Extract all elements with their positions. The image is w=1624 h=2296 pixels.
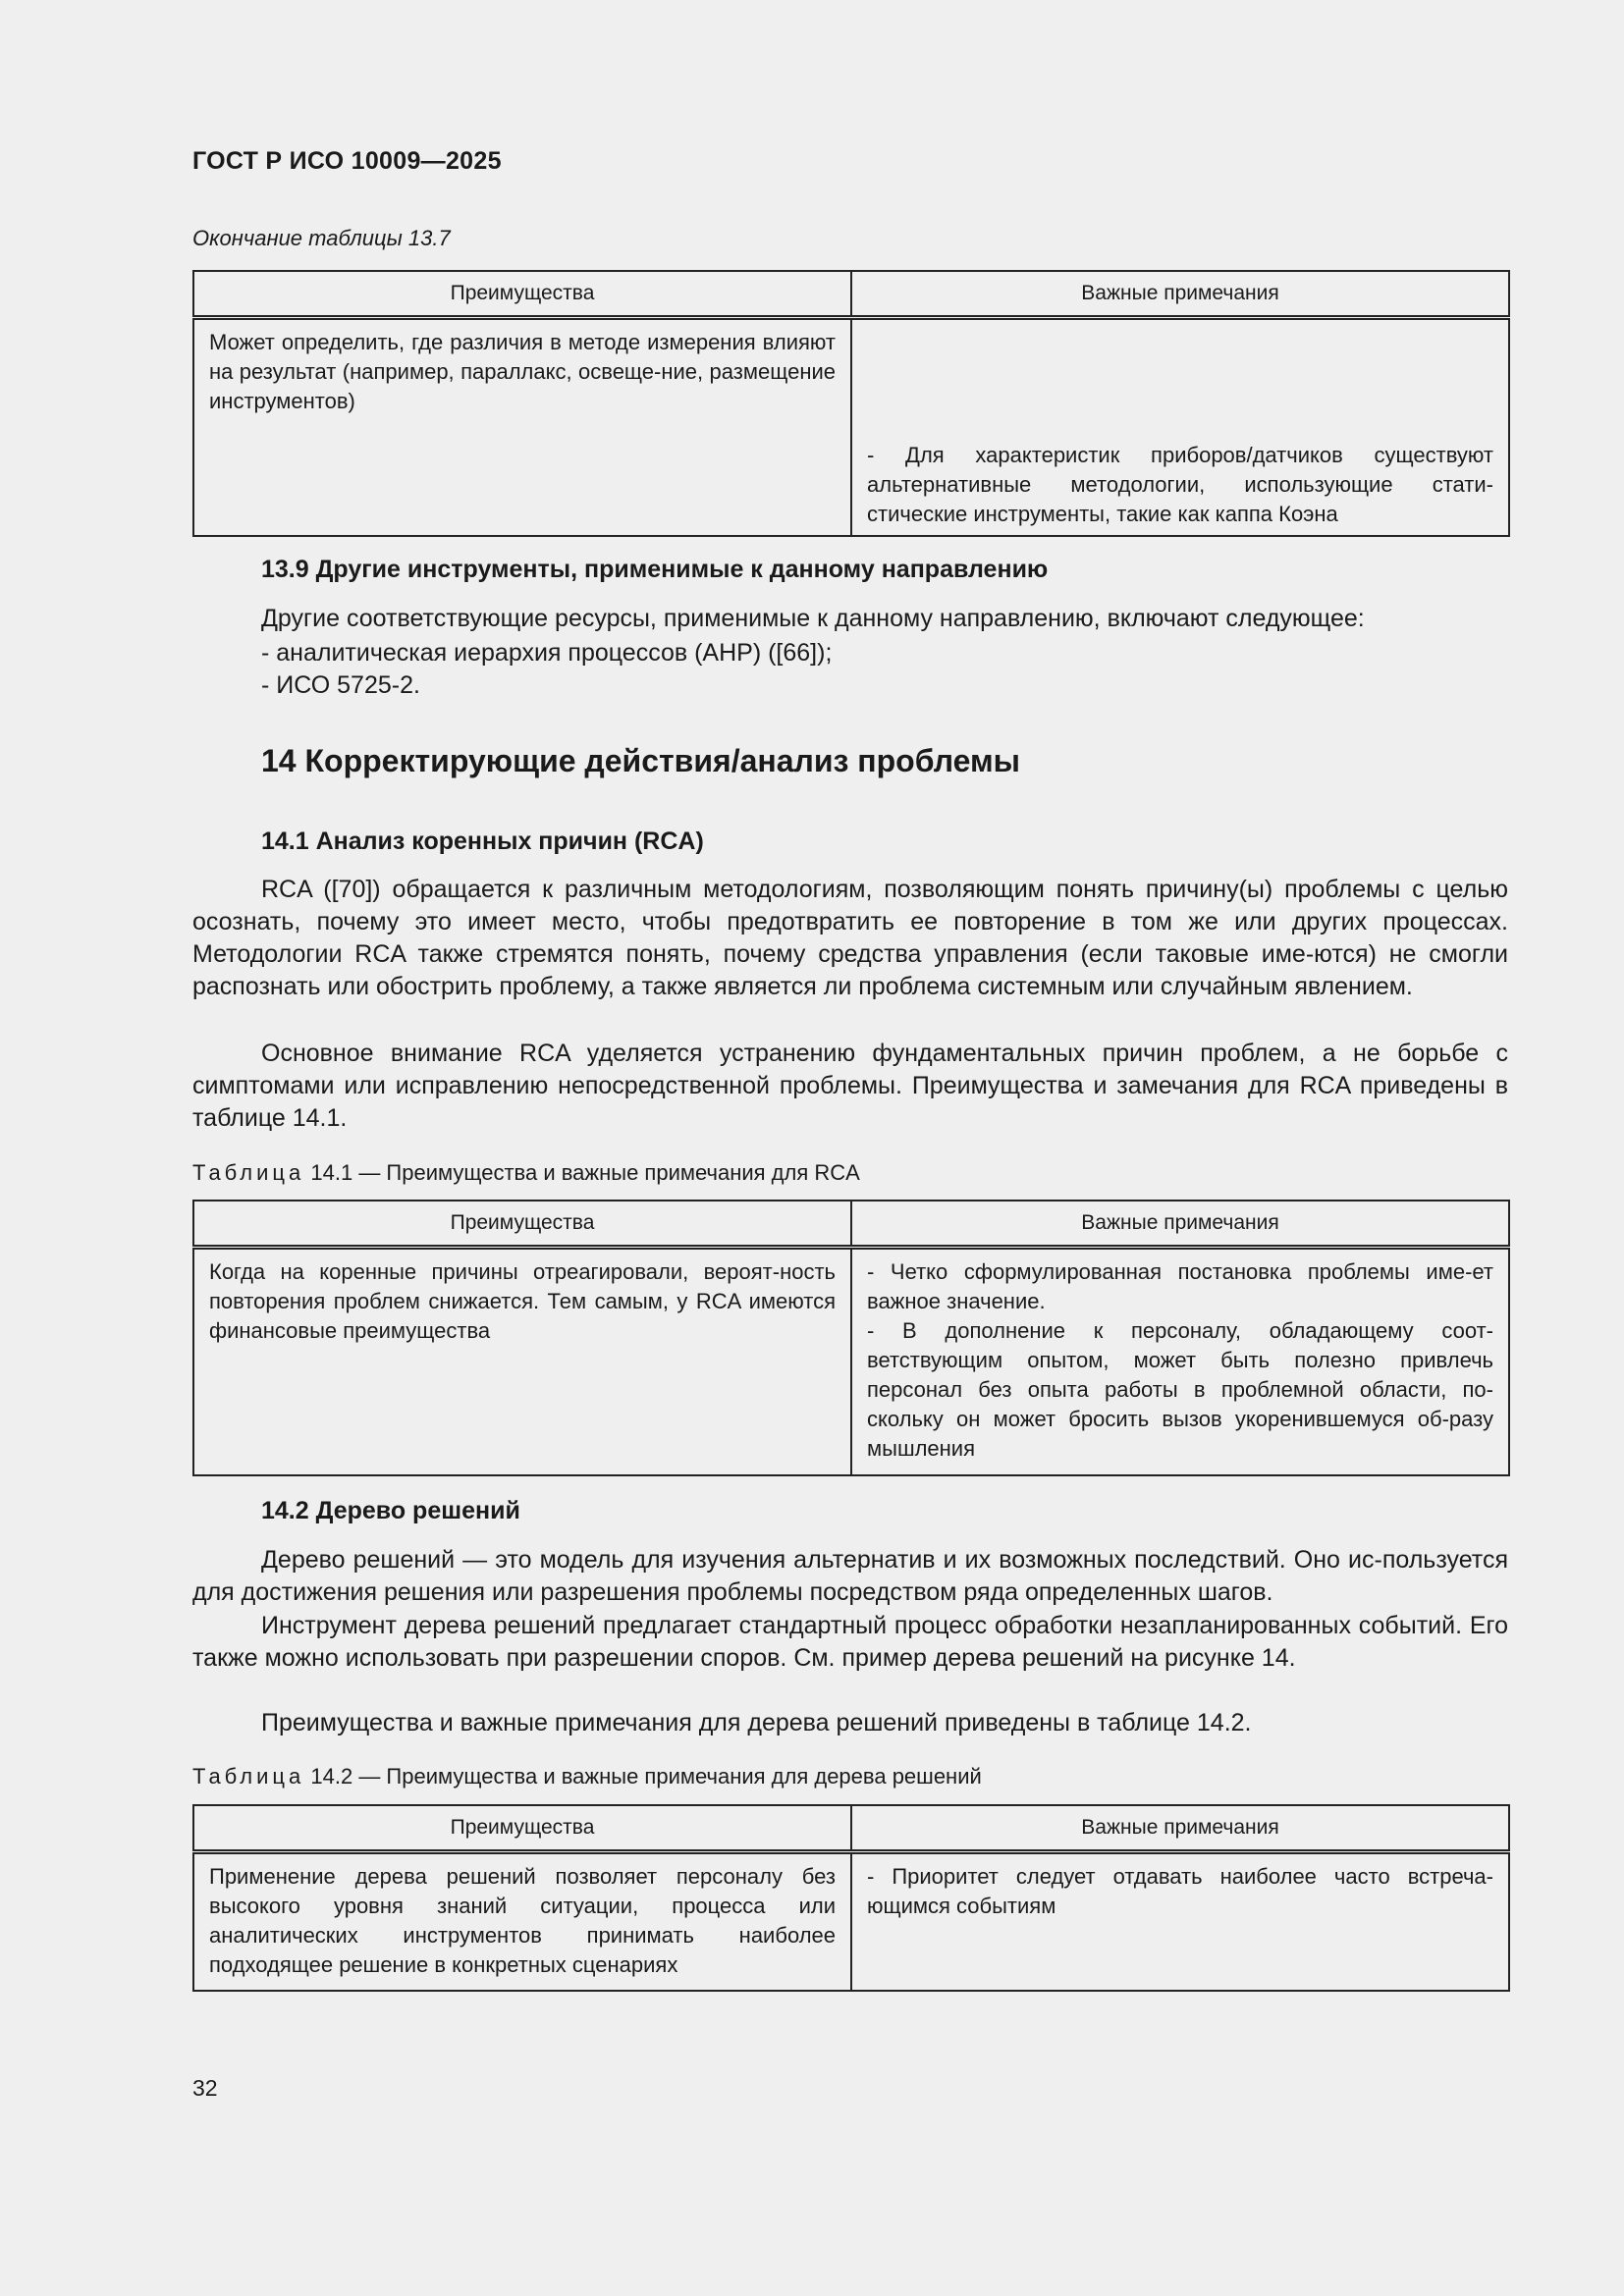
table-14-1-caption-label: Таблица xyxy=(192,1160,305,1185)
table-14-2-col-advantages: Преимущества xyxy=(193,1805,851,1852)
table-14-1-col-advantages: Преимущества xyxy=(193,1201,851,1248)
table-13-7-advantage-cell: Может определить, где различия в методе измерения влияют на результат (например, параллакс, освеще-ние, размещение инструментов) xyxy=(193,318,851,536)
table-14-2-col-notes: Важные примечания xyxy=(851,1805,1509,1852)
table-14-2 xyxy=(192,1804,1510,1992)
table-13-7-col-advantages: Преимущества xyxy=(193,271,851,318)
table-14-1-note-1: - Четко сформулированная постановка проблемы име-ет важное значение. xyxy=(867,1259,1493,1313)
table-14-2-caption xyxy=(192,1764,982,1789)
table-14-1-note-cell xyxy=(851,1248,1509,1475)
section-14-2-paragraph-1: Дерево решений — это модель для изучения альтернатив и их возможных последствий. Оно ис-пользуется для достижения решения или разрешения проблемы посредством ряда определенных шагов. xyxy=(192,1546,1508,1606)
table-14-1-advantage-cell: Когда на коренные причины отреагировали, вероят-ность повторения проблем снижается. Тем самым, у RCA имеются финансовые преимущества xyxy=(193,1248,851,1475)
section-14-2-heading: 14.2 Дерево решений xyxy=(261,1497,520,1524)
table-14-1 xyxy=(192,1200,1510,1476)
page-number: 32 xyxy=(192,2075,218,2101)
section-14-2-paragraph-3: Преимущества и важные примечания для дерева решений приведены в таблице 14.2. xyxy=(261,1709,1252,1736)
table-14-1-col-notes: Важные примечания xyxy=(851,1201,1509,1248)
table-13-7 xyxy=(192,270,1510,537)
section-14-1-paragraph-1: RCA ([70]) обращается к различным методологиям, позволяющим понять причину(ы) проблемы с целью осознать, почему это имеет место, чтобы предотвратить ее повторение в том же или других процессах. Методологии RCA также стремятся понять, почему средства управления (если таковые име-ются) не смогли распознать или обострить проблему, а также является ли проблема системным или случайным явлением. xyxy=(192,876,1508,1000)
table-13-7-caption: Окончание таблицы 13.7 xyxy=(192,226,451,250)
table-14-1-caption xyxy=(192,1160,860,1186)
section-14-heading: 14 Корректирующие действия/анализ проблемы xyxy=(261,743,1020,778)
table-14-2-caption-text: 14.2 — Преимущества и важные примечания для дерева решений xyxy=(310,1764,982,1789)
section-13-9-item-2: - ИСО 5725-2. xyxy=(261,671,420,699)
table-14-1-note-2: - В дополнение к персоналу, обладающему соот-ветствующим опытом, может быть полезно привлечь персонал без опыта работы в проблемной области, по-скольку он может бросить вызов укоренившемуся об-разу мышления xyxy=(867,1318,1493,1461)
document-header: ГОСТ Р ИСО 10009—2025 xyxy=(192,147,502,175)
section-14-1-heading: 14.1 Анализ коренных причин (RCA) xyxy=(261,828,704,855)
table-13-7-note-cell: - Для характеристик приборов/датчиков существуют альтернативные методологии, использующие стати-стические инструменты, такие как каппа Коэна xyxy=(851,318,1509,536)
section-13-9-heading: 13.9 Другие инструменты, применимые к данному направлению xyxy=(261,556,1049,583)
section-14-1-paragraph-2: Основное внимание RCA уделяется устранению фундаментальных причин проблем, а не борьбе с симптомами или исправлению непосредственной проблемы. Преимущества и замечания для RCA приведены в таблице 14.1. xyxy=(192,1040,1508,1132)
section-14-2-paragraph-2: Инструмент дерева решений предлагает стандартный процесс обработки незапланированных событий. Его также можно использовать при разрешении споров. См. пример дерева решений на рисунке 14. xyxy=(192,1612,1508,1672)
section-13-9-item-1: - аналитическая иерархия процессов (АНР) ([66]); xyxy=(261,639,833,667)
table-14-2-note-cell: - Приоритет следует отдавать наиболее часто встреча-ющимся событиям xyxy=(851,1852,1509,1991)
section-13-9-intro: Другие соответствующие ресурсы, применимые к данному направлению, включают следующее: xyxy=(261,605,1365,632)
table-14-2-advantage-cell: Применение дерева решений позволяет персоналу без высокого уровня знаний ситуации, процесса или аналитических инструментов принимать наиболее подходящее решение в конкретных сценариях xyxy=(193,1852,851,1991)
table-13-7-col-notes: Важные примечания xyxy=(851,271,1509,318)
table-14-2-caption-label: Таблица xyxy=(192,1764,305,1789)
table-14-1-caption-text: 14.1 — Преимущества и важные примечания для RCA xyxy=(310,1160,860,1185)
